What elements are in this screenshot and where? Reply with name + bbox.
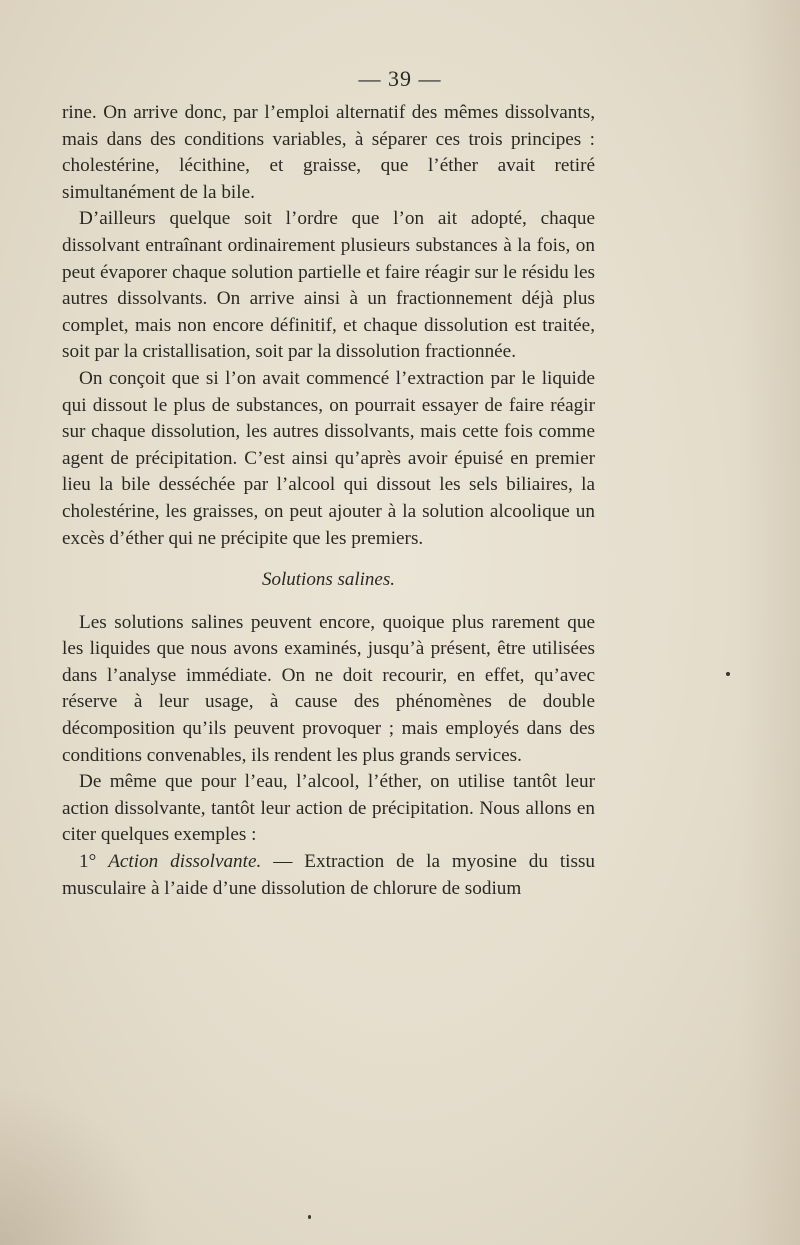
section-title: Solutions salines. — [261, 569, 395, 591]
body-text — [62, 100, 595, 902]
ink-speck — [308, 1215, 311, 1219]
paragraph-2: D’ailleurs quelque soit l’ordre que l’on ait adopté, chaque dissolvant entraînant ordinairement plusieurs substances à la fois, on peut évaporer chaque solution partielle et faire réagir sur le résidu les autres dissolvants. On arrive ainsi à un fractionnement déjà plus complet, mais non encore définitif, et chaque dissolution est traitée, soit par la cristallisation, soit par la dissolution fractionnée. — [62, 208, 595, 363]
list-number: 1° — [79, 851, 97, 873]
ink-speck — [726, 672, 730, 676]
paragraph-1: rine. On arrive donc, par l’emploi alternatif des mêmes dissolvants, mais dans des conditions variables, à séparer ces trois principes : cholestérine, lécithine, et graisse, que l’éther avait retiré simultanément de la bile. — [62, 102, 595, 203]
section-paragraph-2: De même que pour l’eau, l’alcool, l’éther, on utilise tantôt leur action dissolvante, tantôt leur action de précipitation. Nous allons en citer quelques exemples : — [62, 771, 595, 846]
page-corner-shadow — [0, 1085, 160, 1245]
list-text: Extraction de la myosine du tissu musculaire à l’aide d’une dissolution de chlorure de sodium — [62, 851, 596, 899]
section-paragraph-3 — [62, 849, 595, 902]
list-dash: — — [261, 851, 305, 873]
paragraph-3: On conçoit que si l’on avait commencé l’extraction par le liquide qui dissout le plus de substances, on pourrait essayer de faire réagir sur chaque dissolution, les autres dissolvants, mais cette fois comme agent de précipitation. C’est ainsi qu’après avoir épuisé en premier lieu la bile desséchée par l’alcool qui dissout les sels biliaires, la cholestérine, les graisses, on peut ajouter à la solution alcoolique un excès d’éther qui ne précipite que les premiers. — [62, 367, 595, 549]
section-paragraph-1: Les solutions salines peuvent encore, quoique plus rarement que les liquides que nous avons examinés, jusqu’à présent, être utilisées dans l’analyse immédiate. On ne doit recourir, en effet, qu’avec réserve à leur usage, à cause des phénomènes de double décomposition qu’ils peuvent provoquer ; mais employés dans des conditions convenables, ils rendent les plus grands services. — [62, 611, 595, 766]
list-label: Action dissolvante. — [108, 851, 262, 873]
page-number: — 39 — — [358, 66, 442, 91]
page-edge-shadow — [740, 0, 800, 1245]
